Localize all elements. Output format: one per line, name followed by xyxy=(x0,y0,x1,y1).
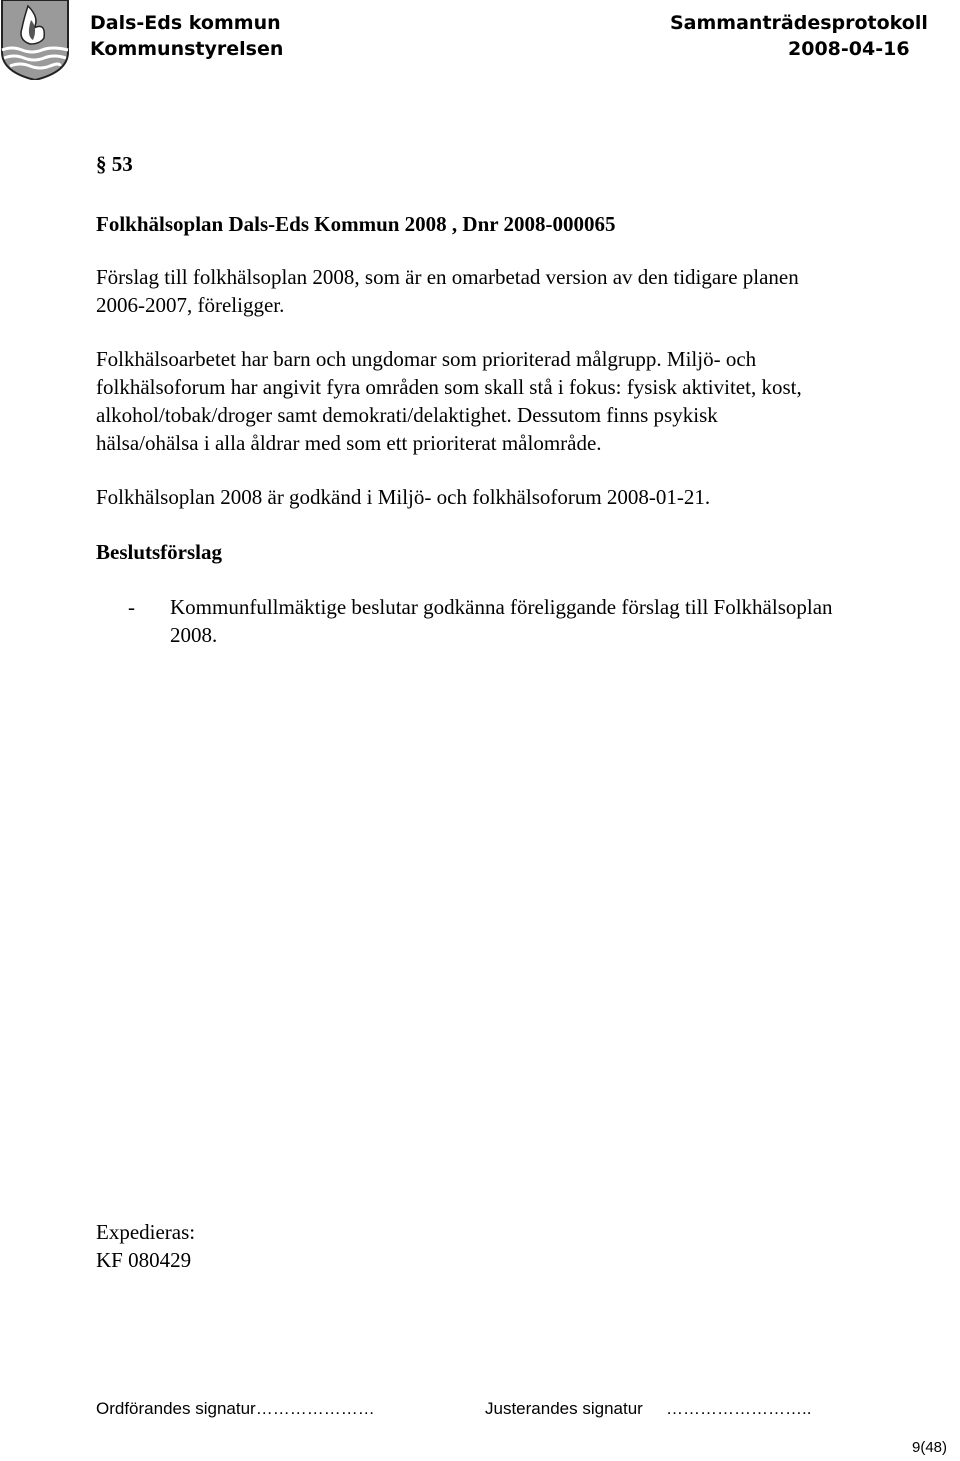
body-line: folkhälsoforum har angivit fyra områden som skall stå i fokus: fysisk aktivitet, kost, xyxy=(96,375,802,399)
header-municipality: Dals-Eds kommun xyxy=(90,12,281,34)
proposal-dash: - xyxy=(128,595,135,619)
intro-line: 2006-2007, föreligger. xyxy=(96,293,285,317)
body-line: hälsa/ohälsa i alla åldrar med som ett prioriterat målområde. xyxy=(96,431,602,455)
proposal-line: 2008. xyxy=(170,623,218,647)
intro-line: Förslag till folkhälsoplan 2008, som är en omarbetad version av den tidigare planen xyxy=(96,265,799,289)
proposal-line: Kommunfullmäktige beslutar godkänna föreliggande förslag till Folkhälsoplan xyxy=(170,595,833,619)
adjuster-signature: Justerandes signatur xyxy=(485,1399,643,1418)
document-title: Folkhälsoplan Dals-Eds Kommun 2008 , Dnr 2008-000065 xyxy=(96,212,616,236)
body-paragraph xyxy=(96,345,926,457)
paragraph-number: § 53 xyxy=(96,152,133,176)
municipality-logo xyxy=(0,0,70,80)
body-line: alkohol/tobak/droger samt demokrati/delaktighet. Dessutom finns psykisk xyxy=(96,403,718,427)
body-line: Folkhälsoarbetet har barn och ungdomar som prioriterad målgrupp. Miljö- och xyxy=(96,347,757,371)
header-date: 2008-04-16 xyxy=(788,38,910,60)
proposal-heading: Beslutsförslag xyxy=(96,540,222,564)
dispatch-recipient: KF 080429 xyxy=(96,1248,192,1272)
adjuster-signature-dots: …………………….. xyxy=(666,1399,812,1418)
chair-signature: Ordförandes signatur………………… xyxy=(96,1399,375,1418)
dispatch-label: Expedieras: xyxy=(96,1220,196,1244)
header-board: Kommunstyrelsen xyxy=(90,38,284,60)
approval-line: Folkhälsoplan 2008 är godkänd i Miljö- och folkhälsoforum 2008-01-21. xyxy=(96,485,711,509)
page-number: 9(48) xyxy=(912,1439,948,1456)
intro-paragraph xyxy=(96,263,926,319)
header-doc-type: Sammanträdesprotokoll xyxy=(670,12,928,34)
